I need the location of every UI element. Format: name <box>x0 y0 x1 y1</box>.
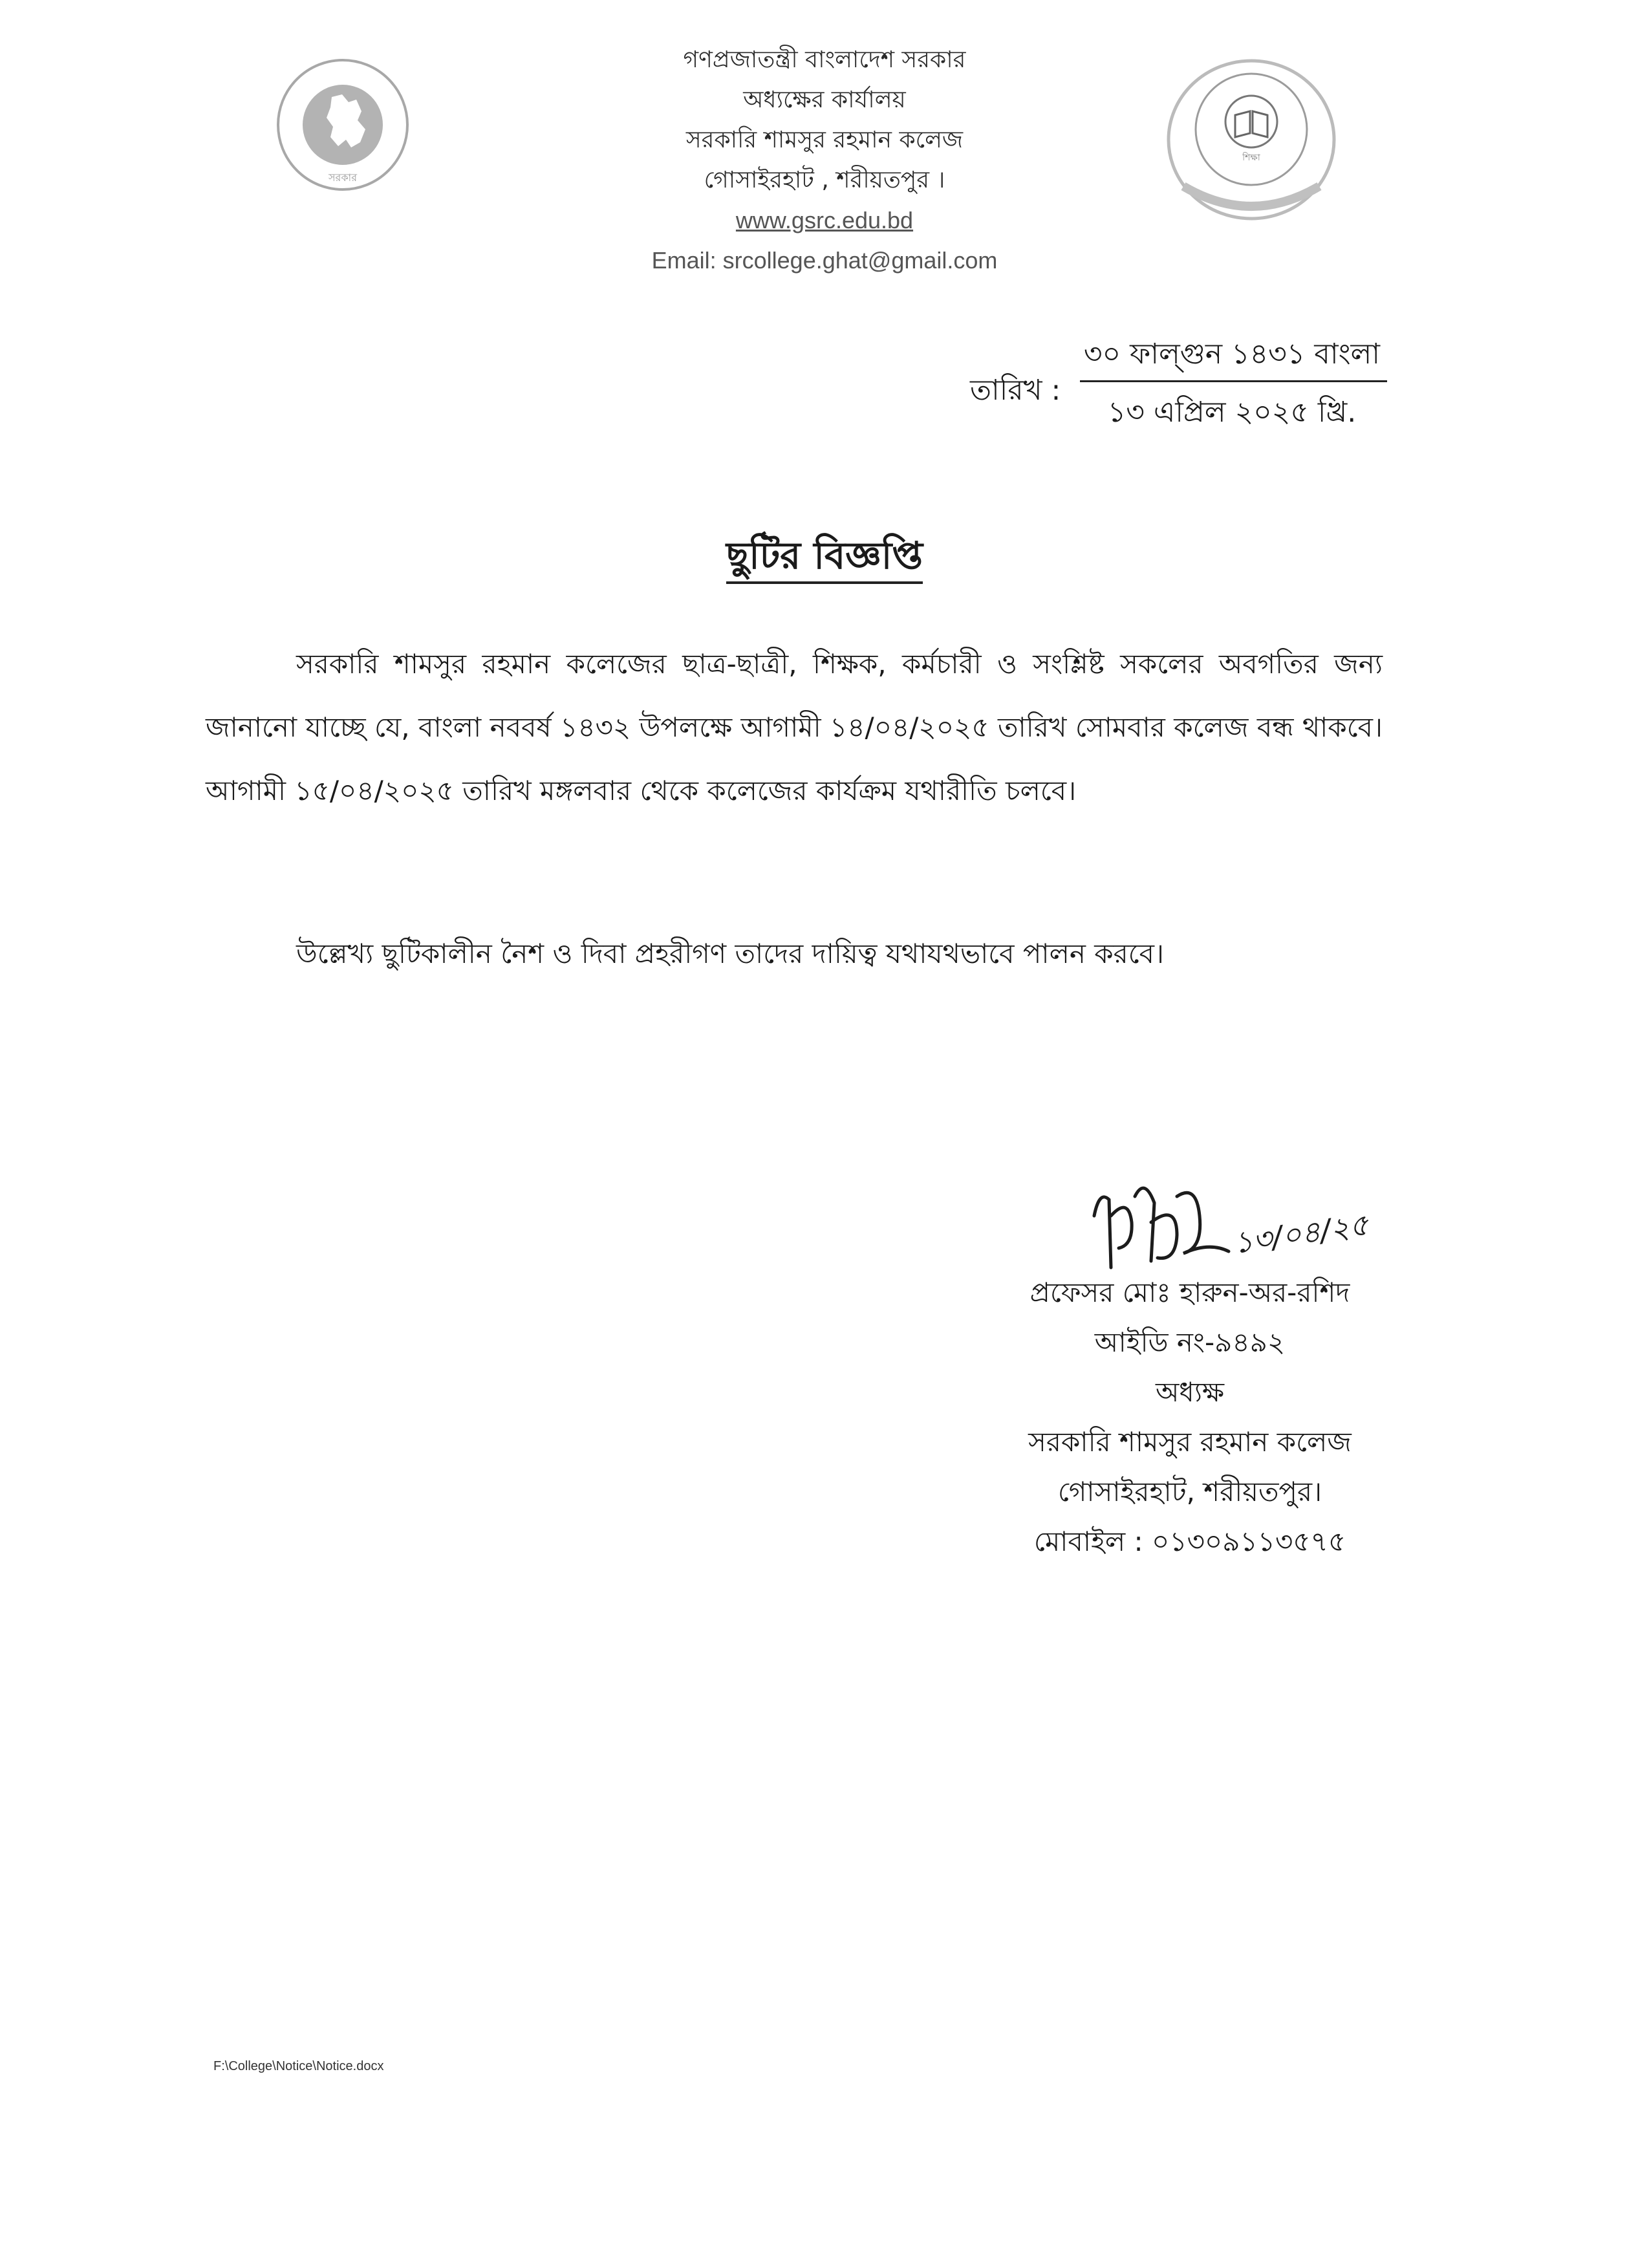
government-name: গণপ্রজাতন্ত্রী বাংলাদেশ সরকার <box>683 47 966 73</box>
signatory-block <box>957 1268 1423 1566</box>
notice-note: উল্লেখ্য ছুটিকালীন নৈশ ও দিবা প্রহরীগণ তাদের দায়িত্ব যথাযথভাবে পালন করবে। <box>296 938 1165 969</box>
svg-text:সরকার: সরকার <box>328 171 358 184</box>
signatory-address: গোসাইরহাট, শরীয়তপুর। <box>1057 1476 1322 1507</box>
date-gregorian: ১৩ এপ্রিল ২০২৫ খ্রি. <box>1107 396 1357 429</box>
signatory-name: প্রফেসর মোঃ হারুন-অর-রশিদ <box>1029 1277 1350 1308</box>
signature-date: ১৩/০৪/২৫ <box>1231 1207 1371 1260</box>
date-bengali: ৩০ ফাল্গুন ১৪৩১ বাংলা <box>1083 338 1381 371</box>
notice-body: সরকারি শামসুর রহমান কলেজের ছাত্র-ছাত্রী, শিক্ষক, কর্মচারী ও সংশ্লিষ্ট সকলের অবগতির জন্য জানানো যাচ্ছে যে, বাংলা নববর্ষ ১৪৩২ উপলক্ষে আগামী ১৪/০৪/২০২৫ তারিখ সোমবার কলেজ বন্ধ থাকবে। আগামী ১৫/০৪/২০২৫ তারিখ মঙ্গলবার থেকে কলেজের কার্যক্রম যথারীতি চলবে। <box>206 648 1383 806</box>
office-name: অধ্যক্ষের কার্যালয় <box>743 87 906 113</box>
date-block <box>931 323 1397 433</box>
notice-title-text: ছুটির বিজ্ঞপ্তি <box>726 534 923 584</box>
date-divider <box>1080 380 1387 382</box>
college-address: গোসাইরহাট , শরীয়তপুর । <box>704 167 945 193</box>
notice-title <box>582 527 1067 590</box>
file-path: F:\College\Notice\Notice.docx <box>213 2059 384 2073</box>
svg-text:শিক্ষা: শিক্ষা <box>1242 153 1260 163</box>
signatory-designation: অধ্যক্ষ <box>1155 1376 1225 1408</box>
signatory-id: আইডি নং-৯৪৯২ <box>1094 1326 1286 1358</box>
letterhead <box>388 40 1261 281</box>
signatory-college: সরকারি শামসুর রহমান কলেজ <box>1028 1426 1352 1458</box>
college-name: সরকারি শামসুর রহমান কলেজ <box>685 127 964 153</box>
website-link[interactable]: www.gsrc.edu.bd <box>735 207 914 233</box>
date-label: তারিখ : <box>970 374 1061 407</box>
email-address: Email: srcollege.ghat@gmail.com <box>651 247 998 274</box>
signatory-mobile: মোবাইল : ০১৩০৯১১৩৫৭৫ <box>1033 1526 1346 1557</box>
